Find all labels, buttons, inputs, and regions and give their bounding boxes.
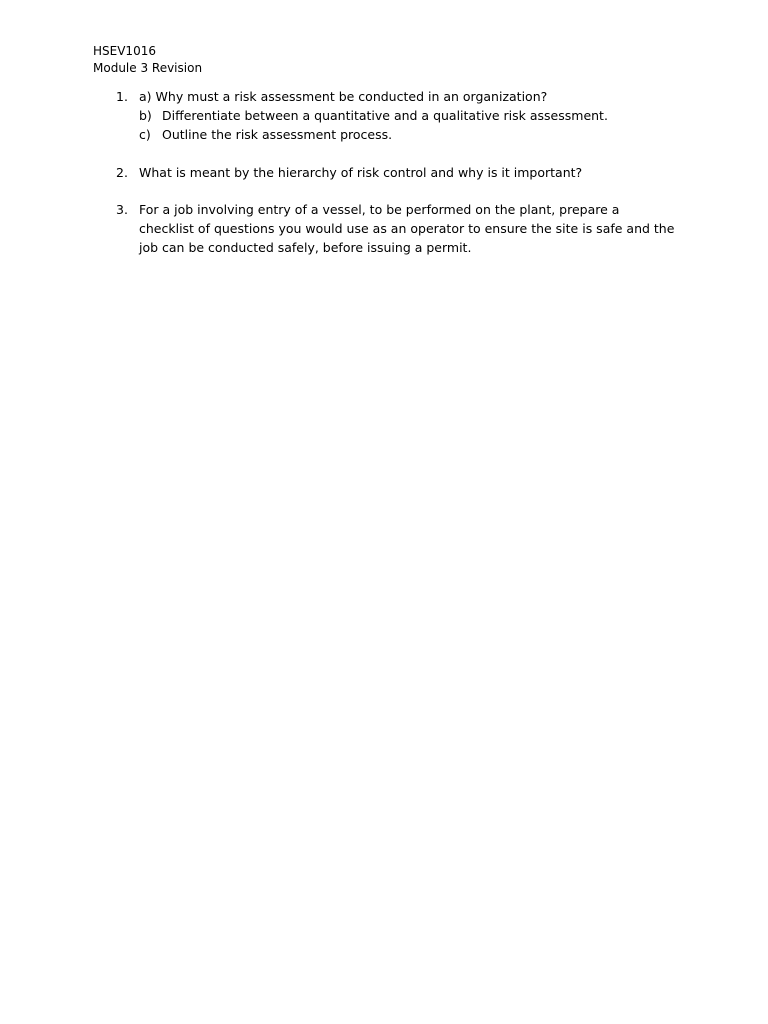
part-letter: b): [139, 108, 152, 123]
question-text-line: For a job involving entry of a vessel, to be performed on the plant, prepare a: [139, 202, 620, 217]
question-text-line: job can be conducted safely, before issuing a permit.: [139, 240, 472, 255]
question-text-line: checklist of questions you would use as an operator to ensure the site is safe and the: [139, 221, 675, 236]
document-subtitle: Module 3 Revision: [93, 61, 203, 75]
course-code: HSEV1016: [93, 44, 156, 58]
part-letter: c): [139, 127, 151, 142]
question-number: 1.: [116, 89, 128, 104]
question-3: [116, 200, 686, 257]
part-text: Why must a risk assessment be conducted in an organization?: [155, 89, 548, 104]
question-1-part-b: [139, 106, 686, 125]
question-1-part-c: [139, 125, 686, 144]
part-text: Differentiate between a quantitative and a qualitative risk assessment.: [162, 108, 608, 123]
question-1-part-a: [139, 87, 686, 106]
question-2: [116, 163, 686, 182]
part-text: Outline the risk assessment process.: [162, 127, 393, 142]
part-letter: a): [139, 89, 152, 104]
question-number: 2.: [116, 165, 128, 180]
question-1: [116, 87, 686, 144]
question-number: 3.: [116, 202, 128, 217]
document-header: [93, 43, 202, 77]
question-text: What is meant by the hierarchy of risk control and why is it important?: [139, 165, 583, 180]
